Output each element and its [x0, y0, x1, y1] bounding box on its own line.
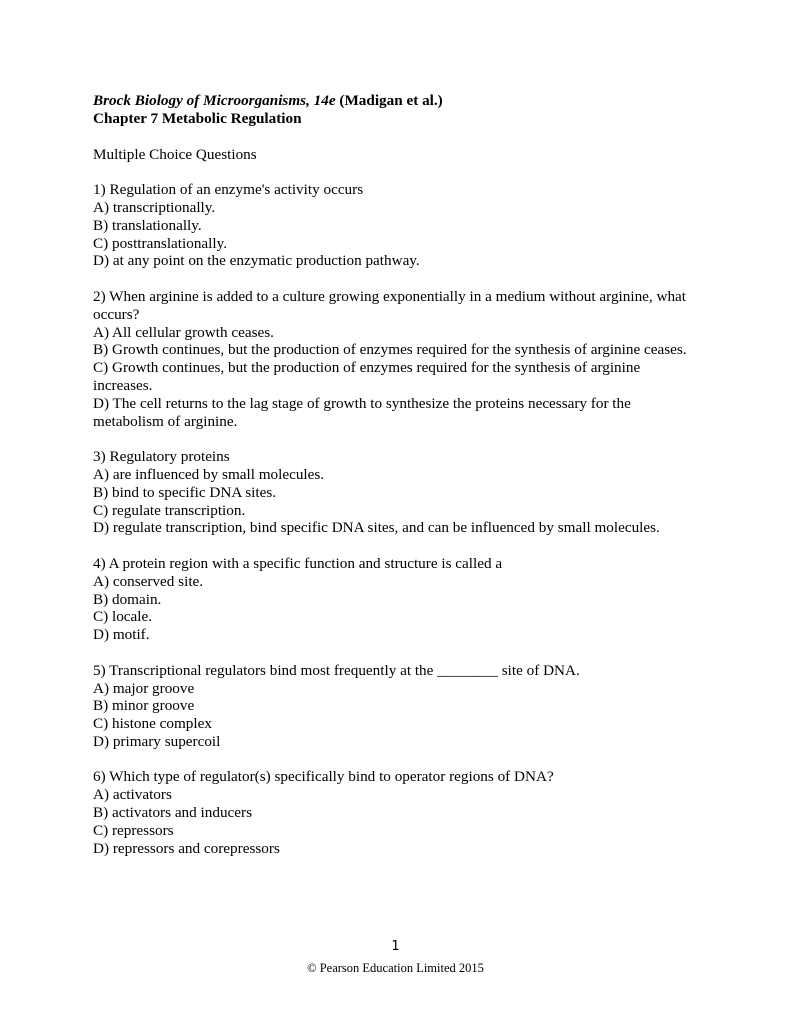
section-title: Multiple Choice Questions — [93, 145, 257, 163]
question-option: D) regulate transcription, bind specific DNA sites, and can be influenced by small molecules. — [93, 519, 660, 537]
question-option: C) posttranslationally. — [93, 234, 227, 252]
question-option: C) locale. — [93, 608, 153, 626]
question-option: B) bind to specific DNA sites. — [93, 483, 277, 501]
question-option: D) motif. — [93, 626, 150, 644]
question-5 — [93, 662, 693, 751]
question-stem: 4) A protein region with a specific function and structure is called a — [93, 554, 503, 572]
page-content — [93, 92, 693, 857]
question-option: D) repressors and corepressors — [93, 839, 280, 857]
question-option: A) major groove — [93, 679, 195, 697]
question-option: B) Growth continues, but the production of enzymes required for the synthesis of arginine ceases. — [93, 341, 687, 359]
question-option: D) The cell returns to the lag stage of growth to synthesize the proteins necessary for the metabolism of arginine. — [93, 394, 631, 430]
question-option: A) transcriptionally. — [93, 198, 216, 216]
question-3 — [93, 448, 693, 537]
question-stem: 1) Regulation of an enzyme's activity occurs — [93, 181, 364, 199]
question-option: C) histone complex — [93, 715, 212, 733]
question-option: A) activators — [93, 786, 172, 804]
book-authors: (Madigan et al.) — [335, 92, 443, 109]
chapter-title: Chapter 7 Metabolic Regulation — [93, 109, 302, 127]
question-option: A) are influenced by small molecules. — [93, 465, 325, 483]
question-6 — [93, 768, 693, 857]
question-stem: 6) Which type of regulator(s) specifically bind to operator regions of DNA? — [93, 768, 554, 786]
page-number: 1 — [391, 939, 400, 954]
book-title: Brock Biology of Microorganisms, 14e — [93, 92, 336, 109]
question-option: A) conserved site. — [93, 572, 204, 590]
question-option: C) repressors — [93, 821, 174, 839]
question-4 — [93, 555, 693, 644]
question-1 — [93, 181, 693, 270]
book-title-line — [93, 92, 693, 110]
question-stem: 2) When arginine is added to a culture growing exponentially in a medium without arginine, what occurs? — [93, 287, 687, 323]
question-stem: 3) Regulatory proteins — [93, 448, 230, 466]
question-option: B) translationally. — [93, 216, 202, 234]
question-option: C) Growth continues, but the production of enzymes required for the synthesis of arginine increases. — [93, 359, 641, 394]
question-stem: 5) Transcriptional regulators bind most frequently at the ________ site of DNA. — [93, 661, 580, 679]
question-option: B) minor groove — [93, 697, 195, 715]
question-option: D) at any point on the enzymatic production pathway. — [93, 252, 420, 270]
question-option: B) activators and inducers — [93, 804, 252, 822]
copyright-notice: © Pearson Education Limited 2015 — [307, 961, 484, 975]
question-option: C) regulate transcription. — [93, 501, 246, 519]
question-option: B) domain. — [93, 590, 162, 608]
question-option: D) primary supercoil — [93, 732, 221, 750]
question-2 — [93, 288, 693, 430]
question-option: A) All cellular growth ceases. — [93, 323, 274, 341]
